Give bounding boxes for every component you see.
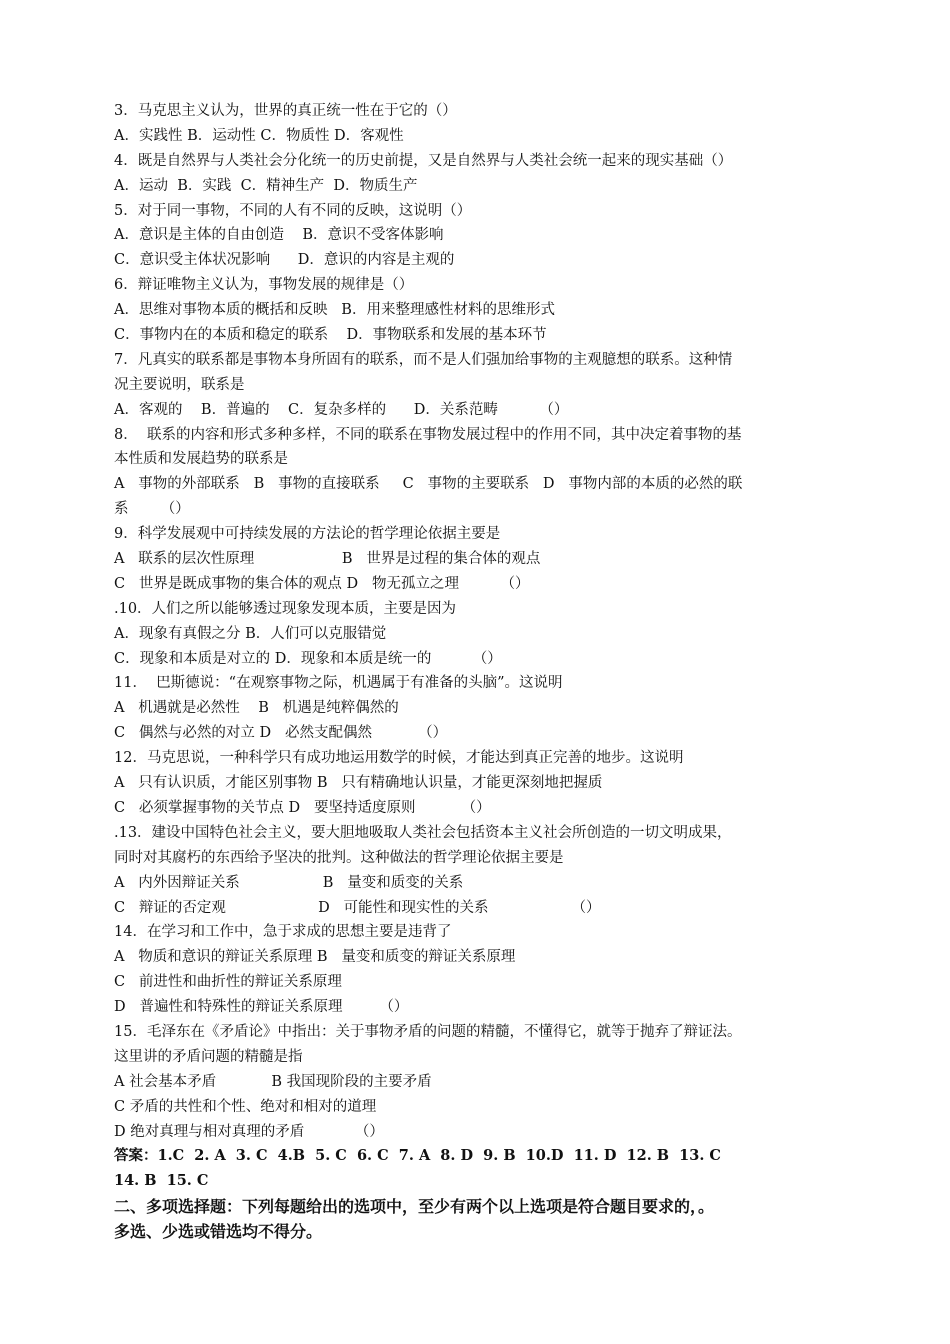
text-line: C 偶然与必然的对立 D 必然支配偶然 （） — [114, 725, 448, 742]
answer-key-line-1: 答案：1.C 2. A 3. C 4.B 5. C 6. C 7. A 8. D 9. B 10.D 11. D 12. B 13. C — [114, 1147, 721, 1165]
text-line: C 必须掌握事物的关节点 D 要坚持适度原则 （） — [114, 799, 491, 816]
text-line: A 只有认识质，才能区别事物 B 只有精确地认识量，才能更深刻地把握质 — [114, 775, 603, 792]
text-line: 15．毛泽东在《矛盾论》中指出：关于事物矛盾的问题的精髓，不懂得它，就等于抛弃了辩证法。 — [114, 1023, 742, 1040]
text-line: 4．既是自然界与人类社会分化统一的历史前提，又是自然界与人类社会统一起来的现实基础（） — [114, 152, 733, 169]
text-line: A 内外因辩证关系 B 量变和质变的关系 — [114, 874, 464, 891]
text-line: A 物质和意识的辩证关系原理 B 量变和质变的辩证关系原理 — [114, 949, 516, 966]
text-line: 6．辩证唯物主义认为，事物发展的规律是（） — [114, 277, 414, 294]
text-line: A．现象有真假之分 B．人们可以克服错觉 — [114, 625, 387, 642]
text-line: 12．马克思说，一种科学只有成功地运用数学的时候，才能达到真正完善的地步。这说明 — [114, 750, 684, 767]
text-line: A．实践性 B．运动性 C．物质性 D．客观性 — [114, 127, 404, 144]
text-line: C 前进性和曲折性的辩证关系原理 — [114, 974, 342, 991]
text-line: C 辩证的否定观 D 可能性和现实性的关系 （） — [114, 899, 601, 916]
document-body — [114, 99, 854, 1244]
text-line: 本性质和发展趋势的联系是 — [114, 451, 288, 468]
text-line: C．意识受主体状况影响 D．意识的内容是主观的 — [114, 252, 455, 269]
text-line: 9．科学发展观中可持续发展的方法论的哲学理论依据主要是 — [114, 526, 501, 543]
text-line: D 绝对真理与相对真理的矛盾 （） — [114, 1123, 384, 1140]
text-line: 同时对其腐朽的东西给予坚决的批判。这种做法的哲学理论依据主要是 — [114, 849, 564, 866]
text-line: D 普遍性和特殊性的辩证关系原理 （） — [114, 999, 409, 1016]
text-line: 系 （） — [114, 501, 190, 518]
text-line: 11． 巴斯德说：“在观察事物之际，机遇属于有准备的头脑”。这说明 — [114, 675, 563, 692]
text-line: C 世界是既成事物的集合体的观点 D 物无孤立之理 （） — [114, 575, 530, 592]
text-line: A．客观的 B．普遍的 C．复杂多样的 D．关系范畴 （） — [114, 401, 569, 418]
question-list — [114, 99, 854, 1144]
text-line: A 社会基本矛盾 B 我国现阶段的主要矛盾 — [114, 1073, 432, 1090]
text-line: A 联系的层次性原理 B 世界是过程的集合体的观点 — [114, 551, 541, 568]
text-line: C．现象和本质是对立的 D．现象和本质是统一的 （） — [114, 650, 502, 667]
text-line: A．运动 B．实践 C．精神生产 D．物质生产 — [114, 177, 418, 194]
section-heading-line-2: 多选、少选或错选均不得分。 — [114, 1222, 323, 1242]
text-line: C 矛盾的共性和个性、绝对和相对的道理 — [114, 1098, 377, 1115]
text-line: 8． 联系的内容和形式多种多样，不同的联系在事物发展过程中的作用不同，其中决定着事物的基 — [114, 426, 742, 443]
text-line: A．思维对事物本质的概括和反映 B．用来整理感性材料的思维形式 — [114, 302, 555, 319]
text-line: 这里讲的矛盾问题的精髓是指 — [114, 1048, 303, 1065]
text-line: 14．在学习和工作中，急于求成的思想主要是违背了 — [114, 924, 452, 941]
text-line: 3．马克思主义认为，世界的真正统一性在于它的（） — [114, 103, 457, 119]
text-line: 5．对于同一事物，不同的人有不同的反映，这说明（） — [114, 202, 472, 219]
text-line: 况主要说明，联系是 — [114, 376, 245, 393]
answer-key-line-2: 14. B 15. C — [114, 1172, 209, 1190]
section-heading-line-1: 二、多项选择题：下列每题给出的选项中，至少有两个以上选项是符合题目要求的，。 — [114, 1197, 715, 1217]
text-line: A．意识是主体的自由创造 B．意识不受客体影响 — [114, 227, 444, 244]
text-line: A 机遇就是必然性 B 机遇是纯粹偶然的 — [114, 700, 399, 717]
text-line: .10．人们之所以能够透过现象发现本质，主要是因为 — [114, 600, 457, 617]
text-line: C．事物内在的本质和稳定的联系 D．事物联系和发展的基本环节 — [114, 327, 547, 344]
text-line: A 事物的外部联系 B 事物的直接联系 C 事物的主要联系 D 事物内部的本质的必然的联 — [114, 476, 743, 493]
text-line: 7．凡真实的联系都是事物本身所固有的联系，而不是人们强加给事物的主观臆想的联系。这种情 — [114, 351, 733, 368]
text-line: .13．建设中国特色社会主义，要大胆地吸取人类社会包括资本主义社会所创造的一切文明成果， — [114, 824, 732, 841]
